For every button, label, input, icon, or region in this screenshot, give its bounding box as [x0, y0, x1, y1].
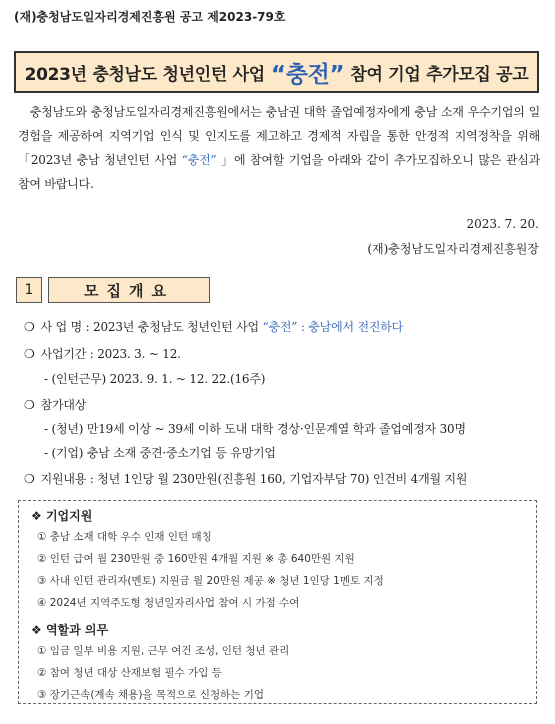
title-highlight: “충전”: [270, 61, 345, 88]
business-name-highlight: “충전” : 충남에서 전진하다: [262, 320, 404, 334]
intro-highlight: “충전”: [181, 153, 217, 167]
support-item: ③ 사내 인턴 관리자(멘토) 지원금 월 20만원 제공 ※ 청년 1인당 1멘토 지정: [37, 575, 384, 587]
diamond-bullet-icon: ❖: [31, 623, 42, 637]
support-text: 지원내용 : 청년 1인당 월 230만원(진흥원 160, 기업자부담 70) 인건비 4개월 지원: [40, 472, 468, 486]
title-pre: 2023년 충청남도 청년인턴 사업: [24, 64, 265, 85]
period-text: 사업기간 : 2023. 3. ~ 12.: [40, 347, 181, 361]
notice-date: 2023. 7. 20.: [466, 217, 539, 231]
title-post: 참여 기업 추가모집 공고: [350, 64, 529, 85]
duty-item: ② 참여 청년 대상 산재보험 필수 가입 등: [37, 667, 222, 679]
page-title: [14, 51, 539, 93]
circle-bullet-icon: ❍: [24, 472, 35, 486]
target-text: 참가대상: [40, 398, 87, 412]
intro-paragraph: [18, 100, 540, 196]
duty-heading: ❖ 역할과 의무: [31, 623, 109, 637]
section-title: 모집개요: [48, 277, 210, 303]
support-heading: ❖ 기업지원: [31, 509, 93, 523]
diamond-bullet-icon: ❖: [31, 509, 42, 523]
item-target-company: - (기업) 충남 소재 중견·중소기업 등 유망기업: [44, 446, 276, 460]
section-number: 1: [16, 277, 42, 303]
business-name-label: 사 업 명 : 2023년 충청남도 청년인턴 사업: [40, 320, 259, 334]
item-support: [24, 470, 467, 487]
org-signature: (재)충청남도일자리경제진흥원장: [367, 242, 539, 256]
item-business-name: [24, 318, 403, 335]
item-target: [24, 396, 86, 413]
duty-item: ③ 장기근속(계속 채용)을 목적으로 신청하는 기업: [37, 689, 265, 701]
circle-bullet-icon: ❍: [24, 347, 35, 361]
notice-number: (재)충청남도일자리경제진흥원 공고 제2023-79호: [14, 10, 286, 24]
circle-bullet-icon: ❍: [24, 320, 35, 334]
duty-item: ① 임금 일부 비용 지원, 근무 여건 조성, 인턴 청년 관리: [37, 645, 290, 657]
intro-text-1: 충청남도와 충청남도일자리경제진흥원에서는 충남권 대학 졸업예정자에게 충남 소재 우수기업의 일경험을 제공하여 지역기업 인식 및 인지도를 제고하고 경제적 자립을 통한 안정적 지역정착을 위해「2023년 충남 청년인턴 사업: [18, 105, 540, 167]
item-target-youth: - (청년) 만19세 이상 ~ 39세 이하 도내 대학 경상·인문계열 학과 졸업예정자 30명: [44, 422, 466, 436]
support-duty-box: [18, 500, 537, 704]
intro-text-2: 」에 참여할 기업을 아래와 같이 추가모집하오니 많은 관심과 참여 바랍니다.: [18, 153, 540, 191]
support-item: ① 충남 소재 대학 우수 인재 인턴 매칭: [37, 531, 212, 543]
support-item: ④ 2024년 지역주도형 청년일자리사업 참여 시 가점 수여: [37, 597, 300, 609]
circle-bullet-icon: ❍: [24, 398, 35, 412]
item-period: [24, 345, 181, 362]
item-intern-period: - (인턴근무) 2023. 9. 1. ~ 12. 22.(16주): [44, 372, 266, 386]
support-item: ② 인턴 급여 월 230만원 중 160만원 4개월 지원 ※ 총 640만원 지원: [37, 553, 355, 565]
